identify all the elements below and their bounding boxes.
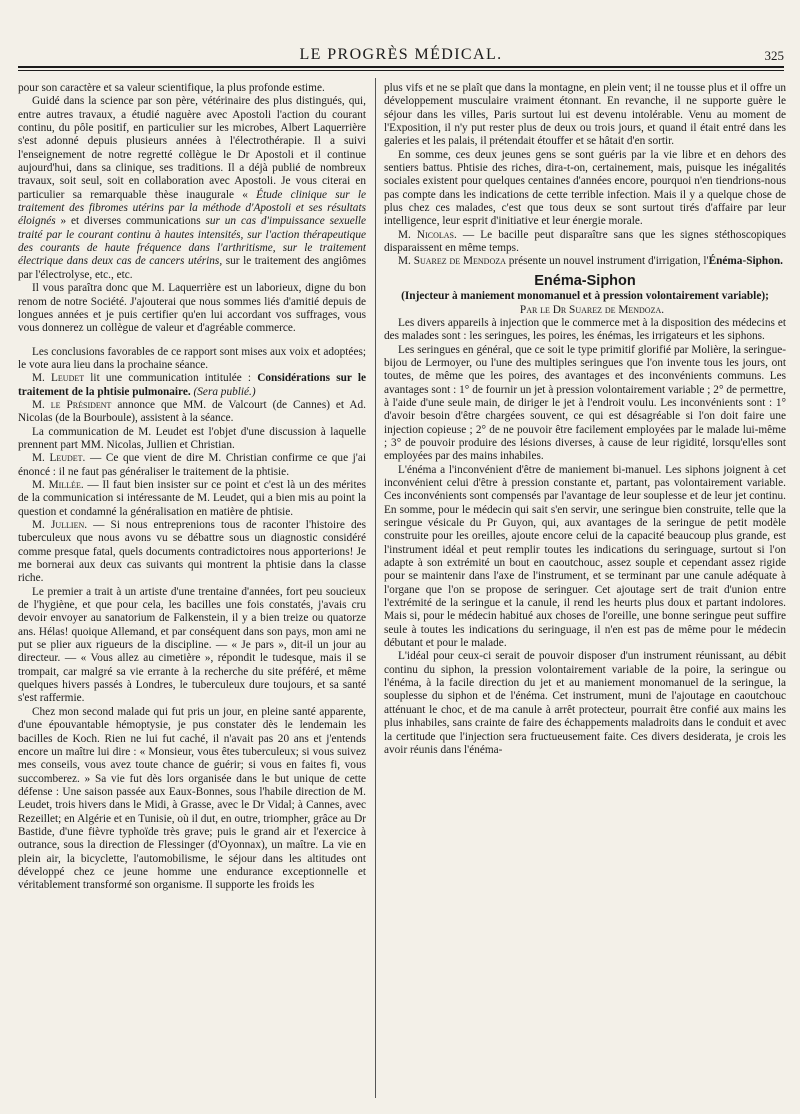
speaker-name: M. Suarez de Mendoza bbox=[398, 255, 506, 268]
speaker-name: M. Leudet. bbox=[32, 452, 86, 465]
speaker-name: M. Nicolas. bbox=[398, 228, 457, 241]
paragraph bbox=[384, 255, 786, 268]
speaker-name: M. Leudet bbox=[32, 372, 85, 385]
right-column bbox=[384, 82, 786, 1102]
page-number: 325 bbox=[764, 48, 784, 63]
paragraph bbox=[18, 519, 366, 586]
text-run: — Le bacille peut disparaître sans que les signes stéthoscopiques disparaissent en même temps. bbox=[384, 228, 786, 255]
column-divider bbox=[375, 78, 376, 1098]
publication-note: (Sera publié.) bbox=[193, 385, 256, 398]
communications-list: sur un cas d'impuissance sexuelle traité par le courant continu à hautes intensités, sur l'action thérapeutique des courants de haute fréquence dans l'arthritisme, sur le traitement électrique dans deux cas de cancers utérins, bbox=[18, 215, 366, 268]
byline: Par le Dr Suarez de Mendoza. bbox=[519, 303, 665, 316]
section-title: Enéma-Siphon bbox=[534, 272, 636, 289]
paragraph: plus vifs et ne se plaît que dans la montagne, en plein vent; il ne tousse plus et il offre un développement musculaire vraiment étonnant. En revanche, il ne supporte guère le séjour dans les villes, Paris surtout lui est devenu intolérable. Venu au moment de l'Exposition, il n'y put rester plus de deux ou trois jours, et quand il était entré dans les galeries et les palais, il prétendait étouffer et se hâtait d'en sortir. bbox=[384, 82, 786, 148]
text-run: » et diverses communications bbox=[60, 215, 201, 228]
paragraph bbox=[384, 229, 786, 256]
paragraph: pour son caractère et sa valeur scientifique, la plus profonde estime. bbox=[18, 82, 325, 94]
running-header bbox=[18, 44, 784, 66]
speaker-name: M. Jullien. bbox=[32, 519, 88, 531]
paragraph bbox=[18, 399, 366, 426]
section-subtitle: (Injecteur à maniement monomanuel et à pression volontairement variable); bbox=[401, 290, 769, 303]
paragraph: En somme, ces deux jeunes gens se sont guéris par la vie libre et en dehors des sentiers battus. Phtisie des riches, dira-t-on, certainement, mais, puisque les inégalités sociales existent pour quelques centaines d'années encore, pourquoi n'en tiendrions-nous pas compte dans les indications de cette terrible infection. Mais il y a quelque chose de plus chez ces malades, c'est que tous deux se sont surtout tirés d'affaire par leur intelligence, leur esprit d'initiative et leur énergie morale. bbox=[384, 148, 786, 228]
instrument-name: Énéma-Siphon. bbox=[708, 255, 783, 268]
paragraph: Les seringues en général, que ce soit le type primitif glorifié par Molière, la seringue-bijou de Lermoyer, ou l'une des multiples seringues que l'on invente tous les jours, ont toutes, de même que les poires, des avantages et des inconvénients communs. Les avantages sont : 1° de fournir un jet à pression volontairement variable ; 2° de permettre, à l'aide d'une seule main, de diriger le jet à l'endroit voulu. Les inconvénients sont : 1° d'avoir besoin d'être chargées souvent, ce qui est désagréable si l'on doit faire une injection copieuse ; 2° de ne pouvoir être facilement employées par le malade lui-même ; 3° de pouvoir produire des lésions diverses, à cause de leur rigidité, lorsqu'elles sont employées par des mains inhabiles. bbox=[384, 343, 786, 463]
journal-title: LE PROGRÈS MÉDICAL. bbox=[299, 46, 503, 63]
paragraph bbox=[18, 372, 366, 399]
paragraph bbox=[18, 95, 366, 282]
paragraph: Il vous paraîtra donc que M. Laquerrière est un laborieux, digne du bon renom de notre Société. J'ajouterai que nous sommes liés d'amitié depuis de longues années et je puis certifier qu'en lui accordant vos suffrages, vous vous donnerez un collègue de valeur et d'agréable commerce. bbox=[18, 282, 366, 335]
paragraph bbox=[18, 452, 366, 479]
header-rule-thick bbox=[18, 66, 784, 68]
header-rule-thin bbox=[18, 70, 784, 71]
communication-title: Considérations sur le traitement de la phtisie pulmonaire. bbox=[18, 372, 366, 398]
speaker-name: M. le Président bbox=[32, 398, 112, 411]
text-run: sur le traitement des angiômes par l'électrolyse, etc., etc. bbox=[18, 255, 366, 281]
text-run: présente un nouvel instrument d'irrigation, l' bbox=[508, 255, 709, 268]
text-run: Guidé dans la science par son père, vétérinaire des plus distingués, qui, entre autres travaux, a étudié naguère avec Apostoli l'action du courant continu, du pôle positif, en particulier sur les microbes, Albert Laquerrière s'est adonné depuis plusieurs années à l'électrothérapie. Il a suivi l'enseignement de notre regretté collègue le Dr Apostoli et il continue aujourd'hui, dans sa clinique, ses traditions. Il a déjà publié de nombreux travaux, soit seul, soit en collaboration avec Apostoli. Je vous citerai en particulier sa remarquable thèse inaugurale « bbox=[18, 95, 366, 201]
text-run: annonce que MM. de Valcourt (de Cannes) et Ad. Nicolas (de la Bourboule), assistent à la séance. bbox=[18, 398, 366, 425]
left-column bbox=[18, 82, 366, 1102]
paragraph: Le premier a trait à un artiste d'une trentaine d'années, fort peu soucieux de l'hygiène, et que pour cela, les bacilles une fois constatés, j'avais cru devoir envoyer au sanatorium de Falkenstein, il y a bien treize ou quatorze ans. Hélas! quoique Allemand, et par conséquent dans son pays, mon ami ne put se plier aux rigueurs de la discipline. — « Je pars », dit-il un jour au directeur. — « Vous allez au cimetière », répondit le tudesque, mais il se trompait, car malgré sa vie errante à la recherche du site préféré, et même quelques hivers passés à Londres, le tuberculeux dure toujours, et sa santé s'est raffermie. bbox=[18, 585, 366, 705]
text-run: — Il faut bien insister sur ce point et c'est là un des mérites de la communication si intéressante de M. Leudet, qui a bien mis au point la question et condamné la généralisation en matière de phtisie. bbox=[18, 478, 366, 518]
speaker-name: M. Millée. bbox=[32, 478, 84, 491]
paragraph: La communication de M. Leudet est l'objet d'une discussion à laquelle prennent part MM. Nicolas, Jullien et Christian. bbox=[18, 425, 366, 451]
paragraph: L'énéma a l'inconvénient d'être de maniement bi-manuel. Les siphons joignent à cet inconvénient celui d'être à pression constante et, partant, pas volontairement variable. Ces inconvénients sont compensés par l'avantage de leur souplesse et de leur jet continu. En somme, pour le médecin qui sait s'en servir, une seringue bien construite, telle que la seringue vésicale du Pr Guyon, qui, aux avantages de la seringue de petit modèle construite pour les oreilles, ajoute encore celui de la capacité beaucoup plus grande, est l'instrument idéal et peut remplir toutes les indications du seringuage, surtout si l'on adapte à son extrémité un bout en caoutchouc, assez souple et cependant assez rigide pour se maintenir dans l'axe de l'instrument, et se terminant par une canule adéquate à l'organe que l'on se propose de seringuer. Cet ajoutage sert de trait d'union entre l'extrémité de la seringue et la canule, il rend les heurts plus doux et partant indolores. Mais si, pour le médecin habitué aux choses de l'oreille, une bonne seringue peut suffire seule à toutes les indications du seringuage, il n'en est pas de même pour le médecin débutant et pour le malade. bbox=[384, 463, 786, 650]
paragraph: Chez mon second malade qui fut pris un jour, en pleine santé apparente, d'une épouvantable hémoptysie, je pus constater dès le lendemain les bacilles de Koch. Rien ne lui fut caché, il n'avait pas 20 ans et j'entends encore un maître lui dire : « Monsieur, vous êtes tuberculeux; si vous suivez mes conseils, vous avez toute chance de guérir; si vous en faites fi, vous succomberez. » Sa vie fut dès lors organisée dans le but unique de cette défense : Une saison passée aux Eaux-Bonnes, sous l'habile direction de M. Leudet, trois hivers dans le Midi, à Grasse, avec le Dr Vidal; à Cannes, avec Rezeillet; en Algérie et en Tunisie, où il dut, en outre, triompher, grâce au Dr Bastide, d'une fièvre typhoïde très grave; puis le grand air et l'exercice à outrance, sous la direction de Flessinger (d'Oyonnax), un maître. La vie en plein air, la bicyclette, l'automobilisme, le séjour dans les altitudes ont développé chez ce jeune homme une endurance exceptionnelle et véritablement transformé son organisme. Il supporte les froids les bbox=[18, 705, 366, 892]
paragraph bbox=[18, 479, 366, 519]
thesis-title: Étude clinique sur le traitement des fibromes utérins par la méthode d'Apostoli et ses résultats éloignés bbox=[18, 188, 366, 228]
paragraph: L'idéal pour ceux-ci serait de pouvoir disposer d'un instrument réunissant, au débit continu du siphon, la pression volontairement variable de la poire, la seringue ou l'énéma, à la facile direction du jet et au maniement monomanuel de la seringue, la souplesse du siphon et de l'énéma. Cet instrument, muni de l'ajoutage en caoutchouc atténuant le choc, et de ma canule à arrêt protecteur, pourrait être confié aux mains les plus inhabiles, sans crainte de faire des échappements maladroits dans le conduit et avec la certitude que l'injection sera fructueusement faite. Ces divers desiderata, je crois les avoir réunis dans l'énéma- bbox=[384, 650, 786, 756]
text-run: — Ce que vient de dire M. Christian confirme ce que j'ai énoncé : il ne faut pas généraliser le traitement de la phtisie. bbox=[18, 452, 366, 478]
text-run: lit une communication intitulée : bbox=[90, 372, 252, 385]
paragraph: Les conclusions favorables de ce rapport sont mises aux voix et adoptées; le vote aura lieu dans la prochaine séance. bbox=[18, 345, 366, 371]
text-run: — Si nous entreprenions tous de raconter l'histoire des tuberculeux que nous avons vu se débattre sous un diagnostic considéré comme presque fatal, quels documents contradictoires nous apporterions! Je me bornerai aux deux cas suivants qui montrent la phtisie dans la classe riche. bbox=[18, 519, 366, 585]
paragraph: Les divers appareils à injection que le commerce met à la disposition des médecins et des malades sont : les seringues, les poires, les énémas, les irrigateurs et les siphons. bbox=[384, 316, 786, 343]
